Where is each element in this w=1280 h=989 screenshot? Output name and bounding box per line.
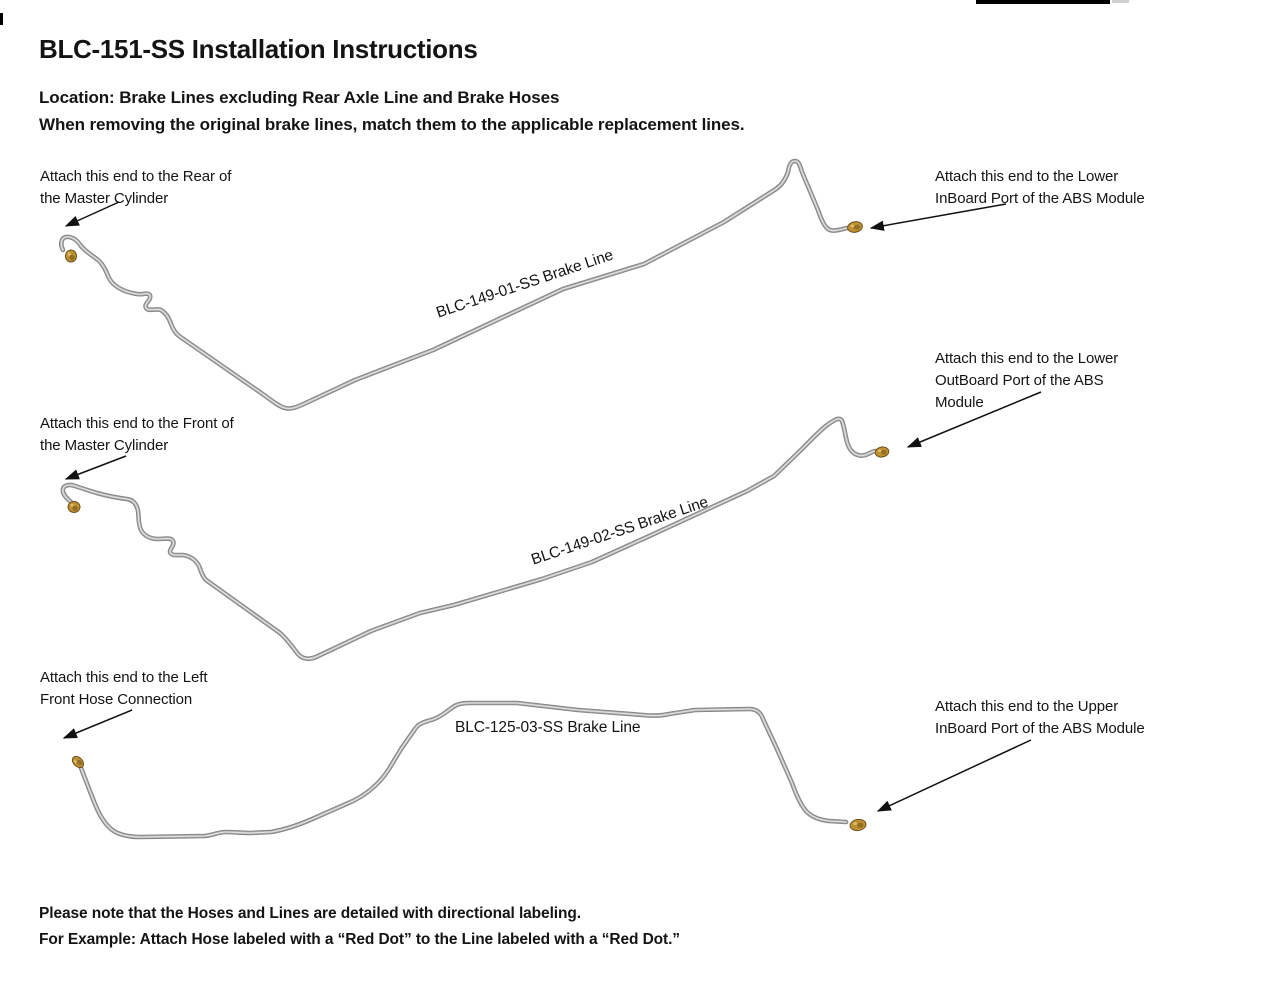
footer-note-line2: For Example: Attach Hose labeled with a “Red Dot” to the Line labeled with a “Red Dot.” xyxy=(39,930,680,948)
callout-line2-left xyxy=(40,413,234,457)
arrow-line2-left xyxy=(66,456,126,479)
callout-text: Attach this end to the Left xyxy=(40,669,208,686)
callout-line1-left xyxy=(40,166,231,210)
callout-text: Attach this end to the Lower xyxy=(935,168,1119,185)
callout-text: Front Hose Connection xyxy=(40,691,193,708)
callout-line3-right xyxy=(935,696,1145,740)
fitting-line2-left xyxy=(68,502,80,513)
arrow-line3-right xyxy=(878,740,1031,811)
label-brake-line-3: BLC-125-03-SS Brake Line xyxy=(455,719,641,736)
callout-text: OutBoard Port of the ABS xyxy=(935,372,1104,389)
callout-text: InBoard Port of the ABS Module xyxy=(935,720,1145,737)
footer-note xyxy=(39,901,680,952)
callout-text: the Master Cylinder xyxy=(40,437,169,454)
callout-line2-right xyxy=(935,348,1118,414)
callout-text: Attach this end to the Front of xyxy=(40,415,234,432)
fitting-line2-right xyxy=(874,446,889,458)
fitting-line1-left xyxy=(66,250,77,262)
callout-line1-right xyxy=(935,166,1145,210)
instruction-line: When removing the original brake lines, match them to the applicable replacement lines. xyxy=(39,115,745,134)
callout-text: Attach this end to the Upper xyxy=(935,698,1119,715)
fitting-line1-right xyxy=(847,220,864,233)
callout-text: Attach this end to the Rear of xyxy=(40,168,232,185)
label-brake-line-2: BLC-149-02-SS Brake Line xyxy=(529,493,711,569)
fitting-line3-right xyxy=(849,818,866,831)
label-brake-line-1: BLC-149-01-SS Brake Line xyxy=(434,246,616,322)
fitting-line3-left xyxy=(70,754,86,770)
arrow-line3-left xyxy=(64,710,132,738)
callout-text: Attach this end to the Lower xyxy=(935,350,1119,367)
footer-note-line1: Please note that the Hoses and Lines are detailed with directional labeling. xyxy=(39,905,581,922)
callout-text: Module xyxy=(935,394,984,411)
callout-line3-left xyxy=(40,667,207,711)
location-line: Location: Brake Lines excluding Rear Axle Line and Brake Hoses xyxy=(39,88,560,107)
page-title: BLC-151-SS Installation Instructions xyxy=(39,34,478,64)
callout-text: the Master Cylinder xyxy=(40,190,169,207)
callout-text: InBoard Port of the ABS Module xyxy=(935,190,1145,207)
